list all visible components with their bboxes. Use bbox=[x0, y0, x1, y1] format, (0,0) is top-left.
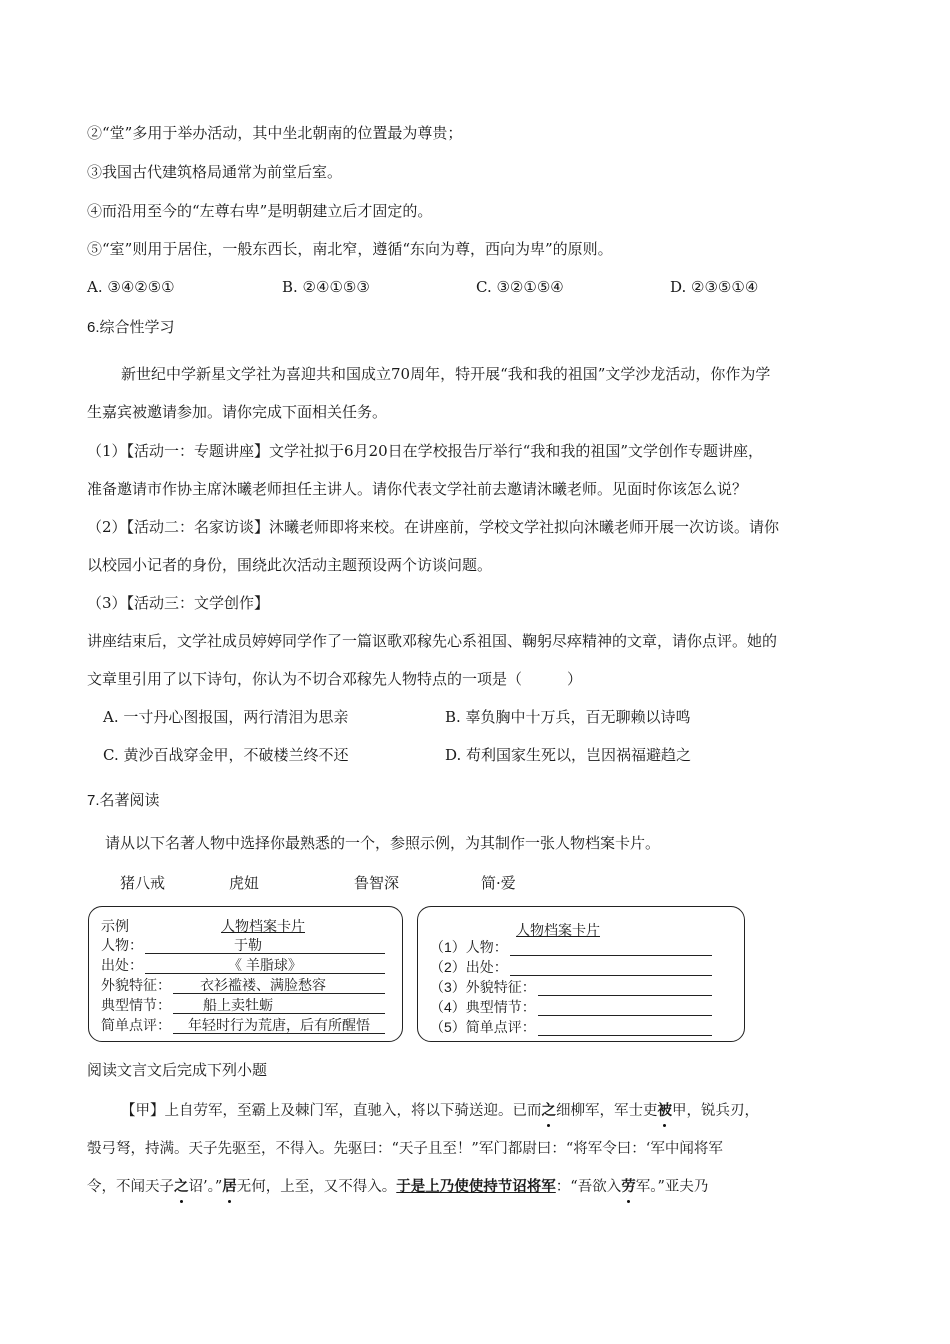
q6-activity3-line1: 讲座结束后，文学社成员婷婷同学作了一篇讴歌邓稼先心系祖国、鞠躬尽瘁精神的文章，请你点评。她的 bbox=[87, 632, 778, 650]
example-profile-card bbox=[88, 906, 403, 1042]
q6-activity1-line1: （1）【活动一：专题讲座】文学社拟于6月20日在学校报告厅举行“我和我的祖国”文学创作专题讲座， bbox=[87, 442, 764, 460]
text-run: 无何，上至，又不得入。 bbox=[236, 1179, 397, 1195]
q6-activity3-line2: 文章里引用了以下诗句，你认为不切合邓稼先人物特点的一项是（ ） bbox=[87, 670, 583, 688]
text-run: 令，不闻天子 bbox=[87, 1179, 174, 1195]
sentence-3: ③我国古代建筑格局通常为前堂后室。 bbox=[87, 163, 343, 181]
sentence-2: ②“堂”多用于举办活动，其中坐北朝南的位置最为尊贵； bbox=[87, 124, 463, 142]
example-value-plot: 船上卖牡蛎 bbox=[203, 997, 273, 1013]
q6-activity3-heading: （3）【活动三：文学创作】 bbox=[87, 594, 270, 612]
q6-activity1-line2: 准备邀请市作协主席沐曦老师担任主讲人。请你代表文学社前去邀请沐曦老师。见面时你该怎么说？ bbox=[87, 480, 748, 498]
blank-label-name: （1）人物： bbox=[430, 939, 508, 955]
dotted-char: 居 bbox=[222, 1176, 237, 1198]
q6-intro-line1: 新世纪中学新星文学社为喜迎共和国成立70周年，特开展“我和我的祖国”文学沙龙活动，你作为学 bbox=[121, 365, 771, 383]
classical-line1 bbox=[121, 1100, 870, 1122]
classical-line3 bbox=[87, 1176, 870, 1198]
example-value-appearance: 衣衫褴褛、满脸愁容 bbox=[200, 977, 326, 993]
example-label-plot: 典型情节： bbox=[101, 997, 171, 1013]
q7-heading: 7.名著阅读 bbox=[87, 792, 160, 809]
example-label-appearance: 外貌特征： bbox=[101, 977, 171, 993]
sentence-5: ⑤“室”则用于居住，一般东西长，南北窄，遵循“东向为尊，西向为卑”的原则。 bbox=[87, 240, 613, 258]
answer-blank-line[interactable] bbox=[538, 1018, 712, 1036]
classical-line2: 彀弓弩，持满。天子先驱至，不得入。先驱曰：“天子且至！”军门都尉曰：“将军令曰：‘军中闻将军 bbox=[87, 1141, 723, 1157]
character-name: 鲁智深 bbox=[354, 874, 400, 892]
text-run: 军。”亚夫乃 bbox=[635, 1179, 709, 1195]
answer-blank-line[interactable] bbox=[538, 978, 712, 996]
q6-activity2-line2: 以校园小记者的身份，围绕此次活动主题预设两个访谈问题。 bbox=[87, 556, 493, 574]
dotted-char: 被 bbox=[658, 1100, 673, 1122]
q5-option-a: A. ③④②⑤① bbox=[87, 278, 175, 296]
q6-intro-line2: 生嘉宾被邀请参加。请你完成下面相关任务。 bbox=[87, 403, 388, 421]
sentence-4: ④而沿用至今的“左尊右卑”是明朝建立后才固定的。 bbox=[87, 202, 433, 220]
classical-heading: 阅读文言文后完成下列小题 bbox=[87, 1062, 268, 1079]
blank-label-source: （2）出处： bbox=[430, 959, 508, 975]
text-run: 细柳军，军士吏 bbox=[556, 1103, 658, 1119]
character-name: 猪八戒 bbox=[120, 874, 166, 892]
q6-option-c: C. 黄沙百战穿金甲，不破楼兰终不还 bbox=[103, 746, 349, 764]
blank-label-plot: （4）典型情节： bbox=[430, 999, 536, 1015]
example-value-comment: 年轻时行为荒唐，后有所醒悟 bbox=[188, 1017, 370, 1033]
answer-blank-line[interactable] bbox=[510, 958, 712, 976]
dotted-char: 之 bbox=[542, 1100, 557, 1122]
blank-label-comment: （5）简单点评： bbox=[430, 1019, 536, 1035]
example-value-source: 《 羊脂球》 bbox=[228, 957, 302, 973]
q6-option-b: B. 辜负胸中十万兵，百无聊赖以诗鸣 bbox=[445, 708, 691, 726]
q6-activity2-line1: （2）【活动二：名家访谈】沐曦老师即将来校。在讲座前，学校文学社拟向沐曦老师开展一次访谈。请你 bbox=[87, 518, 780, 536]
example-label-name: 人物： bbox=[101, 937, 143, 953]
dotted-char: 之 bbox=[174, 1176, 189, 1198]
example-label-source: 出处： bbox=[101, 957, 143, 973]
q5-option-c: C. ③②①⑤④ bbox=[476, 278, 564, 296]
blank-profile-card bbox=[417, 906, 745, 1042]
text-run: 【甲】上自劳军，至霸上及棘门军，直驰入，将以下骑送迎。已而 bbox=[121, 1103, 542, 1119]
q6-option-d: D. 苟利国家生死以，岂因祸福避趋之 bbox=[445, 746, 692, 764]
blank-card-title: 人物档案卡片 bbox=[516, 922, 600, 938]
q5-option-d: D. ②③⑤①④ bbox=[670, 278, 759, 296]
text-run: 甲，锐兵刃， bbox=[672, 1103, 759, 1119]
character-name: 简·爱 bbox=[481, 874, 516, 892]
underlined-sentence: 于是上乃使使持节诏将军 bbox=[396, 1178, 556, 1195]
q5-option-b: B. ②④①⑤③ bbox=[282, 278, 370, 296]
q6-heading: 6.综合性学习 bbox=[87, 319, 175, 336]
answer-blank-line[interactable] bbox=[510, 938, 712, 956]
answer-blank-line[interactable] bbox=[538, 998, 712, 1016]
example-card-title: 人物档案卡片 bbox=[221, 918, 305, 934]
example-corner-label: 示例 bbox=[101, 918, 129, 934]
text-run: 诏’。” bbox=[188, 1179, 223, 1195]
blank-label-appearance: （3）外貌特征： bbox=[430, 979, 536, 995]
text-run: ：“吾欲入 bbox=[555, 1179, 622, 1195]
character-name: 虎妞 bbox=[229, 874, 260, 892]
example-label-comment: 简单点评： bbox=[101, 1017, 171, 1033]
example-value-name: 于勒 bbox=[234, 937, 262, 953]
q6-option-a: A. 一寸丹心图报国，两行清泪为思亲 bbox=[103, 708, 349, 726]
q7-prompt: 请从以下名著人物中选择你最熟悉的一个，参照示例，为其制作一张人物档案卡片。 bbox=[105, 834, 661, 852]
dotted-char: 劳 bbox=[621, 1176, 636, 1198]
